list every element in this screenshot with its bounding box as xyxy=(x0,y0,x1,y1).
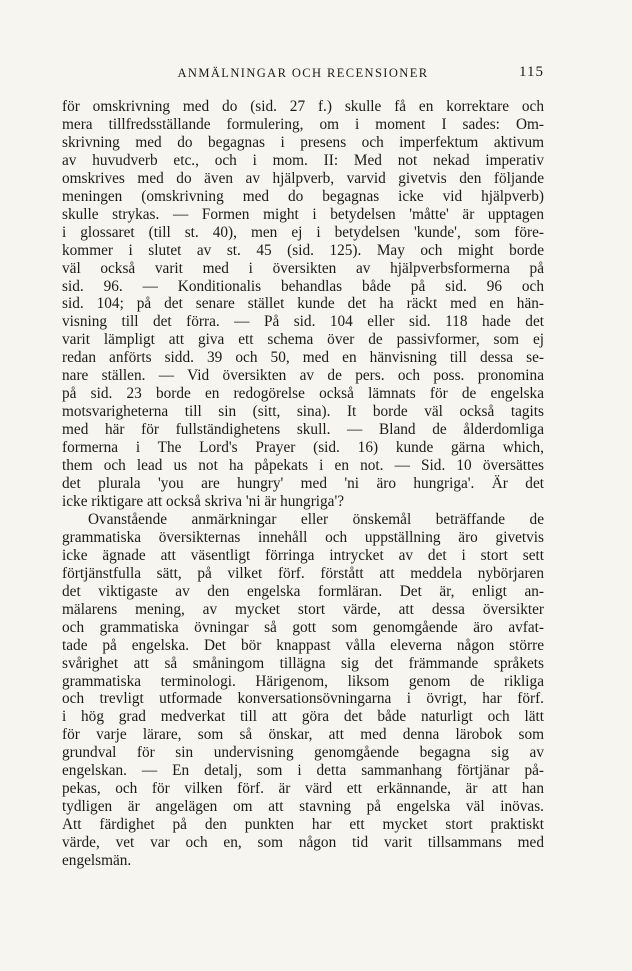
text-line: på sid. 23 borde en redogörelse också lämnats för de engelska xyxy=(62,385,544,403)
text-line: tydligen är angelägen om att stavning på engelska väl inövas. xyxy=(62,798,544,816)
text-line: värde, vet var och en, som någon tid varit tillsammans med xyxy=(62,834,544,852)
text-line: i glossaret (till st. 40), men ej i betydelsen 'kunde', som före- xyxy=(62,223,544,241)
text-line: skulle strykas. — Formen might i betydelsen 'måtte' är upptagen xyxy=(62,205,544,223)
text-line: redan anförts sidd. 39 och 50, med en hänvisning till dessa se- xyxy=(62,349,544,367)
text-line: det plurala 'you are hungry' med 'ni äro hungriga'. Är det xyxy=(62,475,544,493)
text-line: sid. 104; på det senare stället kunde det ha räckt med en hän- xyxy=(62,295,544,313)
text-line: Att färdighet på den punkten har ett mycket stort praktiskt xyxy=(62,816,544,834)
page-header xyxy=(62,64,544,84)
text-line: engelskan. — En detalj, som i detta sammanhang förtjänar på- xyxy=(62,762,544,780)
text-line: motsvarigheterna till sin (sitt, sina). It borde väl också tagits xyxy=(62,403,544,421)
text-line: och trevligt utformade konversationsövningarna i övrigt, har förf. xyxy=(62,690,544,708)
running-title: ANMÄLNINGAR OCH RECENSIONER xyxy=(177,66,429,80)
text-line: det viktigaste av den engelska formläran. Det är, enligt an- xyxy=(62,582,544,600)
text-line: för omskrivning med do (sid. 27 f.) skulle få en korrektare och xyxy=(62,98,544,115)
text-line: i hög grad medverkat till att göra det både naturligt och lätt xyxy=(62,708,544,726)
text-line: grammatiska terminologi. Härigenom, liksom genom de rikliga xyxy=(62,672,544,690)
body-text xyxy=(62,98,544,870)
text-line: omskrives med do även av hjälpverb, varvid givetvis den följande xyxy=(62,169,544,187)
text-line: svårighet att så småningom tillägna sig det främmande språkets xyxy=(62,654,544,672)
text-line: mälarens mening, av mycket stort värde, att dessa översikter xyxy=(62,600,544,618)
text-line: varit lämpligt att giva ett schema över de passivformer, som ej xyxy=(62,331,544,349)
text-line: kommer i slutet av st. 45 (sid. 125). May och might borde xyxy=(62,241,544,259)
text-line: för varje lärare, som så önskar, att med denna lärobok som xyxy=(62,726,544,744)
text-line: förtjänstfulla sätt, på vilket förf. förstått att meddela nybörjaren xyxy=(62,564,544,582)
text-line: väl också varit med i översikten av hjälpverbsformerna på xyxy=(62,259,544,277)
text-line: icke riktigare att också skriva 'ni är hungriga'? xyxy=(62,492,345,510)
text-line: och grammatiska övningar så gott som genomgående äro avfat- xyxy=(62,618,544,636)
text-line: grundval för sin undervisning genomgående begagna sig av xyxy=(62,744,544,762)
text-line: nare ställen. — Vid översikten av de pers. och poss. pronomina xyxy=(62,367,544,385)
text-line: pekas, och för vilken förf. är värd ett erkännande, är att han xyxy=(62,780,544,798)
text-line: icke ägnade att väsentligt förringa intrycket av det i stort sett xyxy=(62,546,544,564)
text-line: formerna i The Lord's Prayer (sid. 16) kunde gärna which, xyxy=(62,439,544,457)
page-number: 115 xyxy=(519,64,544,80)
text-line: sid. 96. — Konditionalis behandlas både på sid. 96 och xyxy=(62,277,544,295)
text-line: skrivning med do begagnas i presens och imperfektum aktivum xyxy=(62,133,544,151)
text-line: them och lead us not ha påpekats i en not. — Sid. 10 översättes xyxy=(62,457,544,475)
text-line: av huvudverb etc., och i mom. II: Med not nekad imperativ xyxy=(62,151,544,169)
text-line: med här för fullständighetens skull. — Bland de ålderdomliga xyxy=(62,421,544,439)
text-line: visning till det förra. — På sid. 104 eller sid. 118 hade det xyxy=(62,313,544,331)
text-line: tade på engelska. Det bör knappast vålla eleverna någon större xyxy=(62,636,544,654)
text-line: mera tillfredsställande formulering, om i moment I sades: Om- xyxy=(62,115,544,133)
text-line: grammatiska översikternas innehåll och uppställning äro givetvis xyxy=(62,528,544,546)
text-line: meningen (omskrivning med do begagnas icke vid hjälpverb) xyxy=(62,187,544,205)
text-line: Ovanstående anmärkningar eller önskemål beträffande de xyxy=(88,510,544,528)
text-line: engelsmän. xyxy=(62,852,132,870)
